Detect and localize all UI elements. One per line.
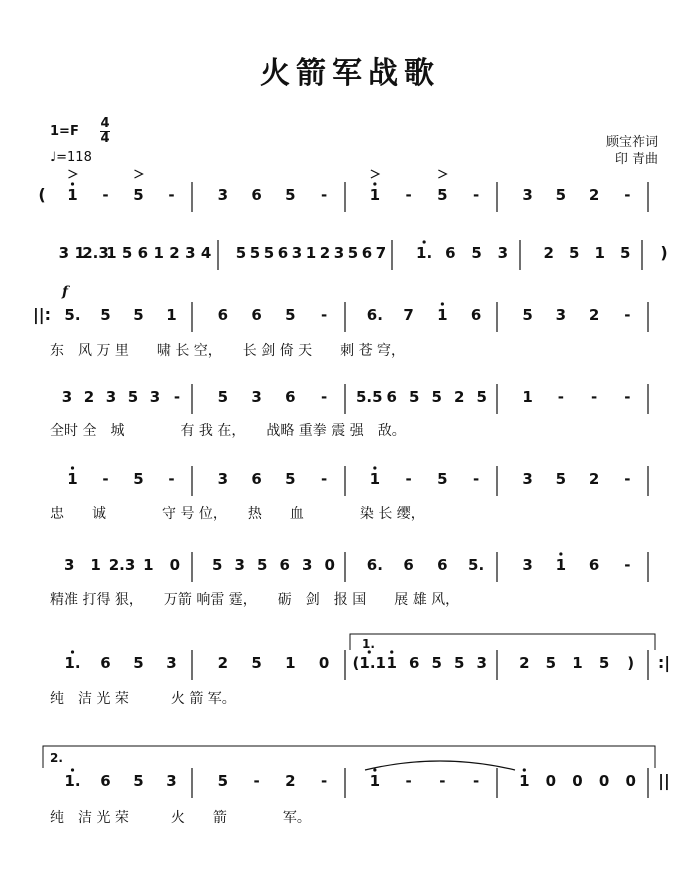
note: 1 <box>594 244 605 262</box>
note: - <box>321 470 328 488</box>
note: 1. <box>64 772 81 790</box>
note: 1 <box>437 306 448 324</box>
note: - <box>624 388 631 406</box>
note: 5 <box>437 186 448 204</box>
note: 1 <box>555 556 567 574</box>
lyric-line: 纯 洁 光 荣 火 箭 军。 <box>50 810 311 826</box>
note: 2 <box>217 654 229 672</box>
accent-mark <box>135 170 143 178</box>
note: 3 <box>251 388 262 406</box>
note: 1 <box>166 306 177 324</box>
lyric-line: 东 风 万 里 啸 长 空， 长 剑 倚 天 刺 苍 穹， <box>50 343 406 359</box>
note: 1 <box>67 186 78 204</box>
note: 5 <box>133 470 144 488</box>
octave-dot <box>71 182 74 185</box>
note: 2 <box>319 244 331 262</box>
note: - <box>102 186 109 204</box>
note: 2 <box>588 186 600 204</box>
lyric-line: 忠 诚 守 号 位， 热 血 染 长 缨， <box>50 506 425 522</box>
note: 7 <box>375 244 387 262</box>
note: 0 <box>572 772 583 790</box>
composer-credit: 印 青曲 <box>614 152 658 167</box>
note: 6 <box>403 556 414 574</box>
note: 6 <box>251 186 262 204</box>
note: 1 <box>572 654 583 672</box>
note: 5 <box>569 244 580 262</box>
note: 1 <box>369 186 381 204</box>
note: 1 <box>153 244 164 262</box>
note: 1 <box>106 244 117 262</box>
note: 5 <box>235 244 247 262</box>
note: 5 <box>545 654 557 672</box>
note: 1 <box>285 654 296 672</box>
note: - <box>168 186 175 204</box>
note: 3 <box>166 654 177 672</box>
note: 1 <box>369 772 381 790</box>
note: - <box>405 772 412 790</box>
note: 3 <box>58 244 70 262</box>
octave-dot <box>373 182 376 185</box>
note: 5 <box>121 244 133 262</box>
note: 4 <box>200 244 212 262</box>
note: 5 <box>285 186 296 204</box>
note: 5 <box>257 556 268 574</box>
accent-mark <box>69 170 77 178</box>
note: 3 <box>166 772 177 790</box>
octave-dot <box>71 768 74 771</box>
note: 3 <box>333 244 345 262</box>
note: 2 <box>83 388 95 406</box>
note: 3 <box>522 470 533 488</box>
note: 5 <box>212 556 223 574</box>
note: 0 <box>318 654 330 672</box>
note: 5 <box>217 772 229 790</box>
octave-dot <box>373 466 376 469</box>
note: 6. <box>366 306 383 324</box>
row-open-symbol: ||: <box>32 305 52 324</box>
note: - <box>168 470 175 488</box>
row-close-symbol: || <box>658 771 670 790</box>
note: 2 <box>454 388 465 406</box>
note: 5. <box>468 556 485 574</box>
lyric-line: 精准 打得 狠， 万箭 响雷 霆， 砺 剑 报 国 展 雄 风， <box>50 592 460 608</box>
ending-2-label: 2. <box>50 751 63 765</box>
note: 6 <box>100 772 111 790</box>
note: 5 <box>431 654 442 672</box>
note: 3 <box>522 186 533 204</box>
note: 3 <box>234 556 245 574</box>
octave-dot <box>441 302 444 305</box>
octave-dot <box>559 552 562 555</box>
note: 2 <box>169 244 180 262</box>
note: - <box>321 306 328 324</box>
note: 3 <box>291 244 303 262</box>
accent-mark <box>371 170 379 178</box>
note: 5 <box>133 306 144 324</box>
ending-2-bracket <box>43 746 655 768</box>
note: - <box>173 388 181 406</box>
note: 5 <box>454 654 465 672</box>
note: 5 <box>249 244 261 262</box>
note: - <box>439 772 446 790</box>
note: - <box>473 470 480 488</box>
note: ) <box>627 654 635 672</box>
note: - <box>624 186 631 204</box>
row-close-symbol: ) <box>660 243 668 262</box>
note: 2.3 <box>108 556 136 574</box>
note: 5 <box>598 654 610 672</box>
note: 0 <box>324 556 335 574</box>
note: 6 <box>437 556 448 574</box>
note: 1. <box>64 654 81 672</box>
note: 5 <box>100 306 111 324</box>
note: 3 <box>522 556 533 574</box>
note: 3 <box>149 388 161 406</box>
note: 6 <box>445 244 456 262</box>
note: 1 <box>386 654 397 672</box>
octave-dot <box>523 768 526 771</box>
note: 3 <box>185 244 196 262</box>
note: 5 <box>522 306 533 324</box>
accent-mark <box>438 170 446 178</box>
note: - <box>557 388 564 406</box>
lyric-line: 全时 全 城 有 我 在， 战略 重拳 震 强 敌。 <box>50 423 406 439</box>
note: 1 <box>74 244 85 262</box>
note: 3 <box>555 306 567 324</box>
note: 5.5 <box>355 388 383 406</box>
note: - <box>473 186 480 204</box>
note: 5 <box>133 186 144 204</box>
note: 5 <box>555 186 567 204</box>
note: - <box>624 306 631 324</box>
note: 0 <box>598 772 610 790</box>
note: - <box>624 470 631 488</box>
note: 2.3 <box>82 244 109 262</box>
note: 6 <box>100 654 111 672</box>
note: 5 <box>285 470 296 488</box>
note: (1.1 <box>352 654 386 672</box>
note: 2 <box>588 470 600 488</box>
octave-dot <box>71 466 74 469</box>
note: 6 <box>285 388 296 406</box>
note: 5 <box>471 244 482 262</box>
note: 1. <box>416 244 433 262</box>
note: 6 <box>251 306 262 324</box>
note: 5 <box>555 470 567 488</box>
note: 5 <box>437 470 448 488</box>
song-title: 火箭军战歌 <box>260 56 440 91</box>
note: 6 <box>137 244 149 262</box>
note: 3 <box>302 556 313 574</box>
note: 6 <box>277 244 289 262</box>
note: - <box>473 772 480 790</box>
note: - <box>321 772 328 790</box>
octave-dot <box>423 240 426 243</box>
octave-dot <box>390 650 393 653</box>
note: 5 <box>251 654 262 672</box>
note: 0 <box>625 772 636 790</box>
note: 1 <box>90 556 101 574</box>
note: 6 <box>386 388 397 406</box>
note: 1 <box>143 556 154 574</box>
octave-dot <box>71 650 74 653</box>
note: 2 <box>519 654 530 672</box>
note: 5 <box>620 244 631 262</box>
note: 2 <box>285 772 296 790</box>
tie-slur <box>365 761 515 770</box>
note: - <box>321 186 328 204</box>
note: - <box>405 186 412 204</box>
lyric-line: 纯 洁 光 荣 火 箭 军。 <box>50 691 236 707</box>
ending-1-bracket <box>350 634 655 650</box>
note: 6 <box>251 470 262 488</box>
note: 1 <box>522 388 533 406</box>
note: 3 <box>497 244 509 262</box>
note: 5 <box>285 306 296 324</box>
note: 6 <box>217 306 229 324</box>
note: - <box>405 470 412 488</box>
note: 2 <box>588 306 600 324</box>
note: - <box>321 388 328 406</box>
note: 5 <box>409 388 420 406</box>
note: 2 <box>543 244 554 262</box>
note: 7 <box>403 306 414 324</box>
lyricist-credit: 顾宝祚词 <box>605 135 658 150</box>
dynamic-marking: f <box>62 284 69 300</box>
note: 5 <box>217 388 229 406</box>
time-bottom: 4 <box>100 131 110 146</box>
note: - <box>253 772 260 790</box>
note: - <box>624 556 631 574</box>
note: 3 <box>61 388 73 406</box>
note: 6 <box>588 556 600 574</box>
note: 5. <box>64 306 81 324</box>
note: 5 <box>127 388 139 406</box>
note: 5 <box>263 244 275 262</box>
note: 5 <box>133 772 144 790</box>
note: 1 <box>67 470 78 488</box>
tempo-marking: ♩=118 <box>50 150 92 165</box>
time-top: 4 <box>100 116 110 131</box>
note: 0 <box>545 772 557 790</box>
note: 6 <box>470 306 482 324</box>
note: 5 <box>347 244 359 262</box>
row-close-symbol: :| <box>657 653 671 672</box>
note: 6. <box>366 556 383 574</box>
note: 3 <box>105 388 117 406</box>
note: 6 <box>409 654 420 672</box>
note: 3 <box>476 654 487 672</box>
note: 1 <box>305 244 317 262</box>
note: 5 <box>133 654 144 672</box>
octave-dot <box>373 768 376 771</box>
note: 3 <box>63 556 75 574</box>
note: - <box>591 388 598 406</box>
key-text: 1=F <box>50 124 79 139</box>
ending-1-label: 1. <box>362 637 375 651</box>
note: 5 <box>476 388 487 406</box>
note: 6 <box>361 244 373 262</box>
note: 3 <box>217 186 229 204</box>
note: - <box>102 470 109 488</box>
note: 6 <box>279 556 290 574</box>
note: 1 <box>519 772 530 790</box>
note: 0 <box>169 556 181 574</box>
row-open-symbol: ( <box>38 185 46 204</box>
note: 3 <box>217 470 229 488</box>
note: 5 <box>431 388 442 406</box>
note: 1 <box>369 470 381 488</box>
